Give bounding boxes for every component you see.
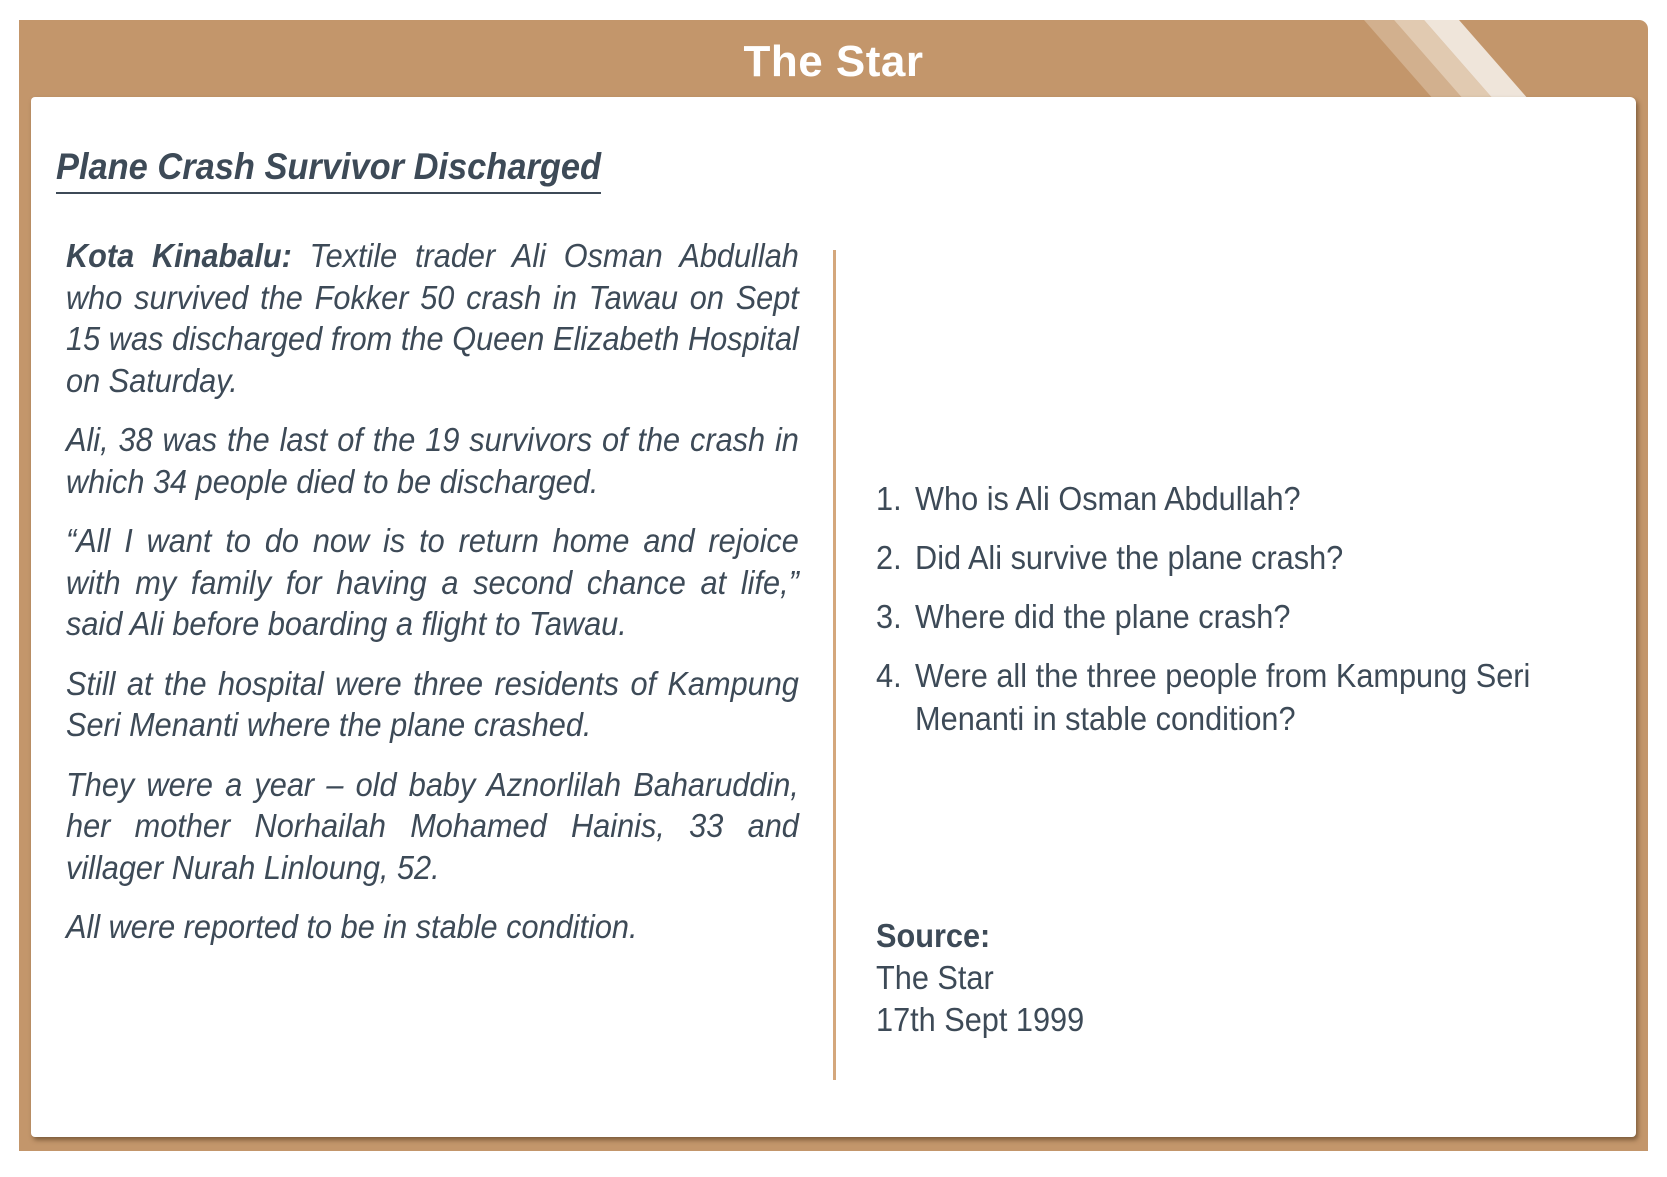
source-date: 17th Sept 1999 (876, 1001, 1085, 1038)
header-title: The Star (743, 37, 924, 86)
content-panel (31, 97, 1636, 1137)
question-item (876, 477, 1601, 520)
question-item (876, 654, 1601, 740)
source-label: Source: (876, 917, 991, 954)
article-paragraph-text: Textile trader Ali Osman Abdullah who survived the Fokker 50 crash in Tawau on Sept 15 was discharged from the Queen Elizabeth Hospital on Saturday. (66, 237, 799, 399)
source-block (876, 915, 1084, 1041)
article-paragraph (66, 235, 799, 401)
article-paragraph: They were a year – old baby Aznorlilah Baharuddin, her mother Norhailah Mohamed Hainis, 33 and villager Nurah Linloung, 52. (66, 765, 799, 886)
question-text: Where did the plane crash? (915, 598, 1291, 635)
question-text: Who is Ali Osman Abdullah? (915, 480, 1301, 517)
article-dateline: Kota Kinabalu: (66, 237, 292, 274)
article-paragraph: Still at the hospital were three residents of Kampung Seri Menanti where the plane crashed. (66, 664, 799, 743)
question-item (876, 595, 1601, 638)
question-text: Were all the three people from Kampung Seri Menanti in stable condition? (915, 657, 1531, 737)
question-number: 3. (876, 598, 902, 635)
question-number: 2. (876, 539, 902, 576)
question-item (876, 536, 1601, 579)
article-paragraph: All were reported to be in stable condition. (66, 908, 638, 945)
question-number: 4. (876, 657, 902, 694)
question-number: 1. (876, 480, 902, 517)
article-body (66, 235, 799, 966)
source-publication: The Star (876, 959, 994, 996)
article-paragraph: “All I want to do now is to return home and rejoice with my family for having a second chance at life,” said Ali before boarding a flight to Tawau. (66, 522, 799, 642)
question-text: Did Ali survive the plane crash? (915, 539, 1344, 576)
article-paragraph: Ali, 38 was the last of the 19 survivors of the crash in which 34 people died to be discharged. (66, 421, 799, 500)
article-title: Plane Crash Survivor Discharged (56, 145, 601, 194)
questions-list (876, 477, 1601, 756)
column-divider (833, 250, 836, 1080)
